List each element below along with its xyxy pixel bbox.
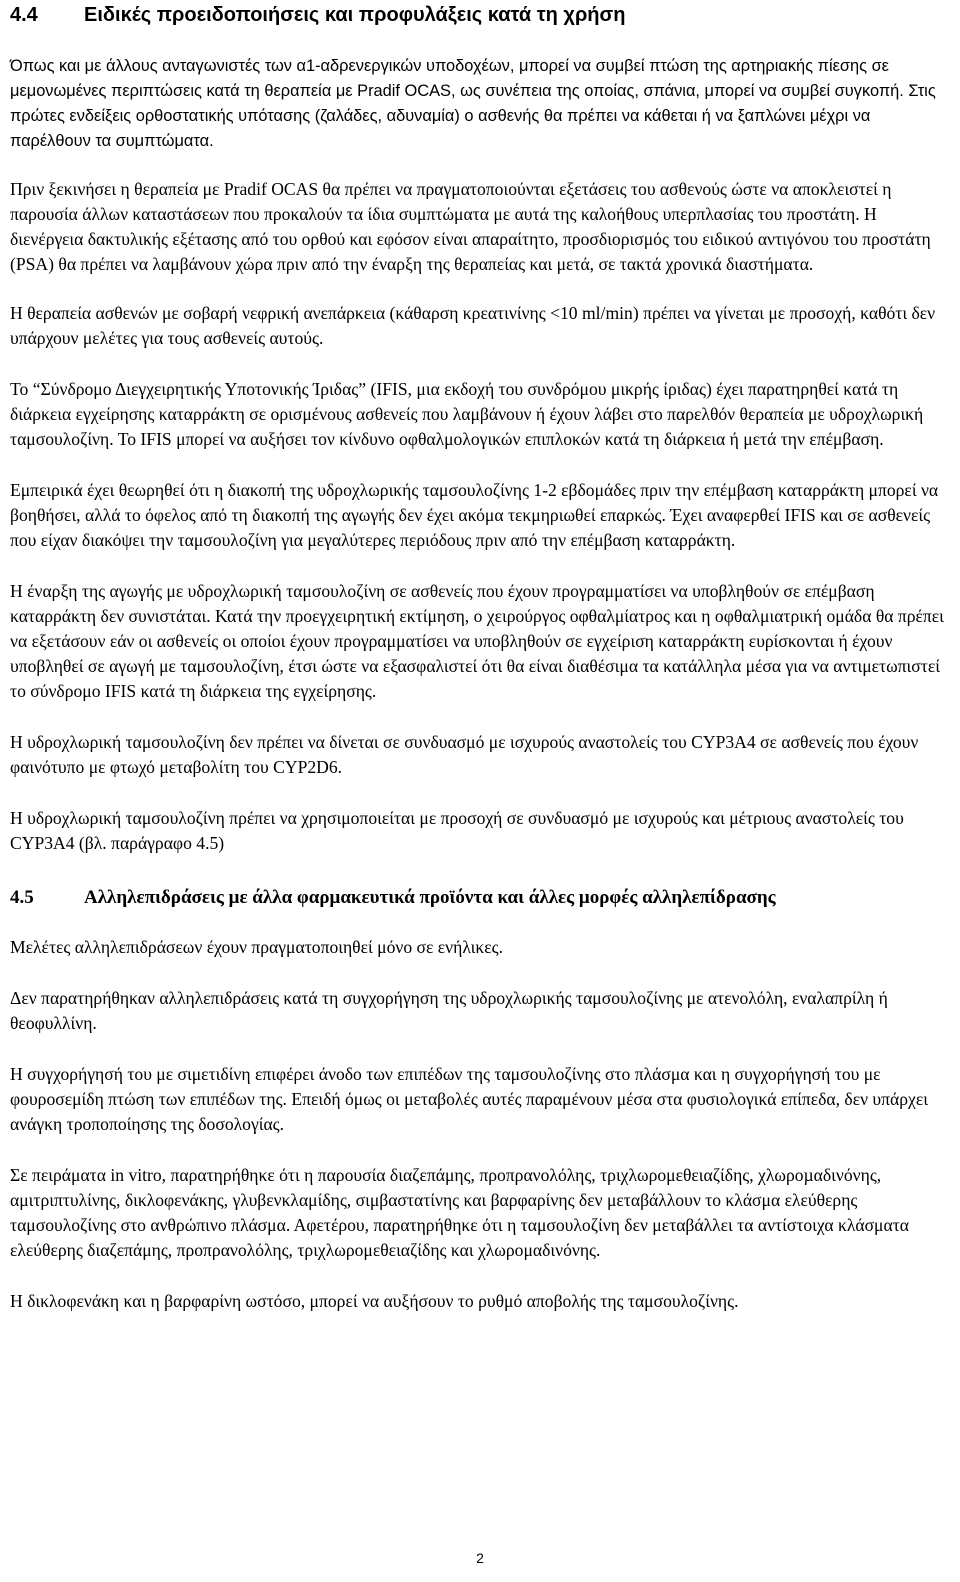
paragraph: Η θεραπεία ασθενών με σοβαρή νεφρική ανεπάρκεια (κάθαρση κρεατινίνης <10 ml/min) πρέπει να γίνεται με προσοχή, καθότι δεν υπάρχουν μελέτες για τους ασθενείς αυτούς. (10, 303, 936, 348)
section-heading-4-5 (10, 885, 950, 911)
paragraph: Η δικλοφενάκη και η βαρφαρίνη ωστόσο, μπορεί να αυξήσουν το ρυθμό αποβολής της ταμσουλοζίνης. (10, 1291, 739, 1311)
page-number: 2 (476, 1550, 484, 1566)
paragraph: Η υδροχλωρική ταμσουλοζίνη πρέπει να χρησιμοποιείται με προσοχή σε συνδυασμό με ισχυρούς και μέτριους αναστολείς του CYP3A4 (βλ. παράγραφο 4.5) (10, 808, 904, 853)
section-title: Αλληλεπιδράσεις με άλλα φαρμακευτικά προϊόντα και άλλες μορφές αλληλεπίδρασης (84, 887, 776, 908)
paragraph: Όπως και με άλλους ανταγωνιστές των α1-αδρενεργικών υποδοχέων, μπορεί να συμβεί πτώση της αρτηριακής πίεσης σε μεμονωμένες περιπτώσεις κατά τη θεραπεία με Pradif OCAS, ως συνέπεια της οποίας, σπάνια, μπορεί να συμβεί συγκοπή. Στις πρώτες ενδείξεις ορθοστατικής υπότασης (ζαλάδες, αδυναμία) ο ασθενής θα πρέπει να κάθεται ή να ξαπλώνει μέχρι να παρέλθουν τα συμπτώματα. (10, 57, 936, 150)
paragraph: Εμπειρικά έχει θεωρηθεί ότι η διακοπή της υδροχλωρικής ταμσουλοζίνης 1-2 εβδομάδες πριν την επέμβαση καταρράκτη μπορεί να βοηθήσει, αλλά το όφελος από τη διακοπή της αγωγής δεν έχει ακόμα τεκμηριωθεί επαρκώς. Έχει αναφερθεί IFIS και σε ασθενείς που είχαν διακόψει την ταμσουλοζίνη για μεγαλύτερες περιόδους πριν από την επέμβαση καταρράκτη. (10, 480, 939, 550)
section-heading-4-4 (10, 2, 950, 28)
paragraph: Το “Σύνδρομο Διεγχειρητικής Υποτονικής Ίριδας” (IFIS, μια εκδοχή του συνδρόμου μικρής ίριδας) έχει παρατηρηθεί κατά τη διάρκεια εγχείρησης καταρράκτη σε ορισμένους ασθενείς που λαμβάνουν ή έχουν λάβει στο παρελθόν θεραπεία με υδροχλωρική ταμσουλοζίνη. Το IFIS μπορεί να αυξήσει τον κίνδυνο οφθαλμολογικών επιπλοκών κατά τη διάρκεια ή μετά την επέμβαση. (10, 379, 924, 449)
section-number: 4.5 (10, 887, 34, 908)
paragraph: Η συγχορήγησή του με σιμετιδίνη επιφέρει άνοδο των επιπέδων της ταμσουλοζίνης στο πλάσμα και η συγχορήγησή του με φουροσεμίδη πτώση των επιπέδων της. Επειδή όμως οι μεταβολές αυτές παραμένουν μέσα στα φυσιολογικά επίπεδα, δεν υπάρχει ανάγκη τροποποίησης της δοσολογίας. (10, 1064, 928, 1134)
section-number: 4.4 (10, 4, 38, 26)
paragraph: Η υδροχλωρική ταμσουλοζίνη δεν πρέπει να δίνεται σε συνδυασμό με ισχυρούς αναστολείς του CYP3A4 σε ασθενείς που έχουν φαινότυπο με φτωχό μεταβολίτη του CYP2D6. (10, 732, 919, 777)
paragraph: Σε πειράματα in vitro, παρατηρήθηκε ότι η παρουσία διαζεπάμης, προπρανολόλης, τριχλωρομεθειαζίδης, χλωροµαδινόνης, αμιτριπτυλίνης, δικλοφενάκης, γλυβενκλαμίδης, σιμβαστατίνης και βαρφαρίνης δεν μεταβάλλουν το κλάσμα ελεύθερης ταμσουλοζίνης στο ανθρώπινο πλάσμα. Αφετέρου, παρατηρήθηκε ότι η ταμσουλοζίνη δεν μεταβάλλει τα αντίστοιχα κλάσματα ελεύθερης διαζεπάμης, προπρανολόλης, τριχλωρομεθειαζίδης και χλωρομαδινόνης. (10, 1165, 909, 1260)
text-column (10, 2, 950, 1314)
paragraph: Δεν παρατηρήθηκαν αλληλεπιδράσεις κατά τη συγχορήγηση της υδροχλωρικής ταμσουλοζίνης με ατενολόλη, εναλαπρίλη ή θεοφυλλίνη. (10, 988, 888, 1033)
paragraph: Η έναρξη της αγωγής με υδροχλωρική ταμσουλοζίνη σε ασθενείς που έχουν προγραμματίσει να υποβληθούν σε επέμβαση καταρράκτη δεν συνιστάται. Κατά την προεγχειρητική εκτίμηση, ο χειρούργος οφθαλμίατρος και η οφθαλμιατρική ομάδα θα πρέπει να εξετάσουν εάν οι ασθενείς οι οποίοι έχουν προγραμματίσει να υποβληθούν σε εγχείριση καταρράκτη ευρίσκονται ή έχουν υποβληθεί σε αγωγή με ταμσουλοζίνη, έτσι ώστε να εξασφαλιστεί ότι θα είναι διαθέσιμα τα κατάλληλα μέσα για να αντιμετωπιστεί το σύνδρομο IFIS κατά τη διάρκεια της εγχείρησης. (10, 581, 944, 701)
paragraph: Πριν ξεκινήσει η θεραπεία με Pradif OCAS θα πρέπει να πραγματοποιούνται εξετάσεις του ασθενούς ώστε να αποκλειστεί η παρουσία άλλων καταστάσεων που προκαλούν τα ίδια συμπτώματα με αυτά της καλοήθους υπερπλασίας του προστάτη. Η διενέργεια δακτυλικής εξέτασης από του ορθού και εφόσον είναι απαραίτητο, προσδιορισμός του ειδικού αντιγόνου του προστάτη (PSA) θα πρέπει να λαμβάνουν χώρα πριν από την έναρξη της θεραπείας και μετά, σε τακτά χρονικά διαστήματα. (10, 179, 931, 274)
section-title: Ειδικές προειδοποιήσεις και προφυλάξεις κατά τη χρήση (84, 4, 626, 26)
paragraph: Μελέτες αλληλεπιδράσεων έχουν πραγματοποιηθεί μόνο σε ενήλικες. (10, 937, 503, 957)
